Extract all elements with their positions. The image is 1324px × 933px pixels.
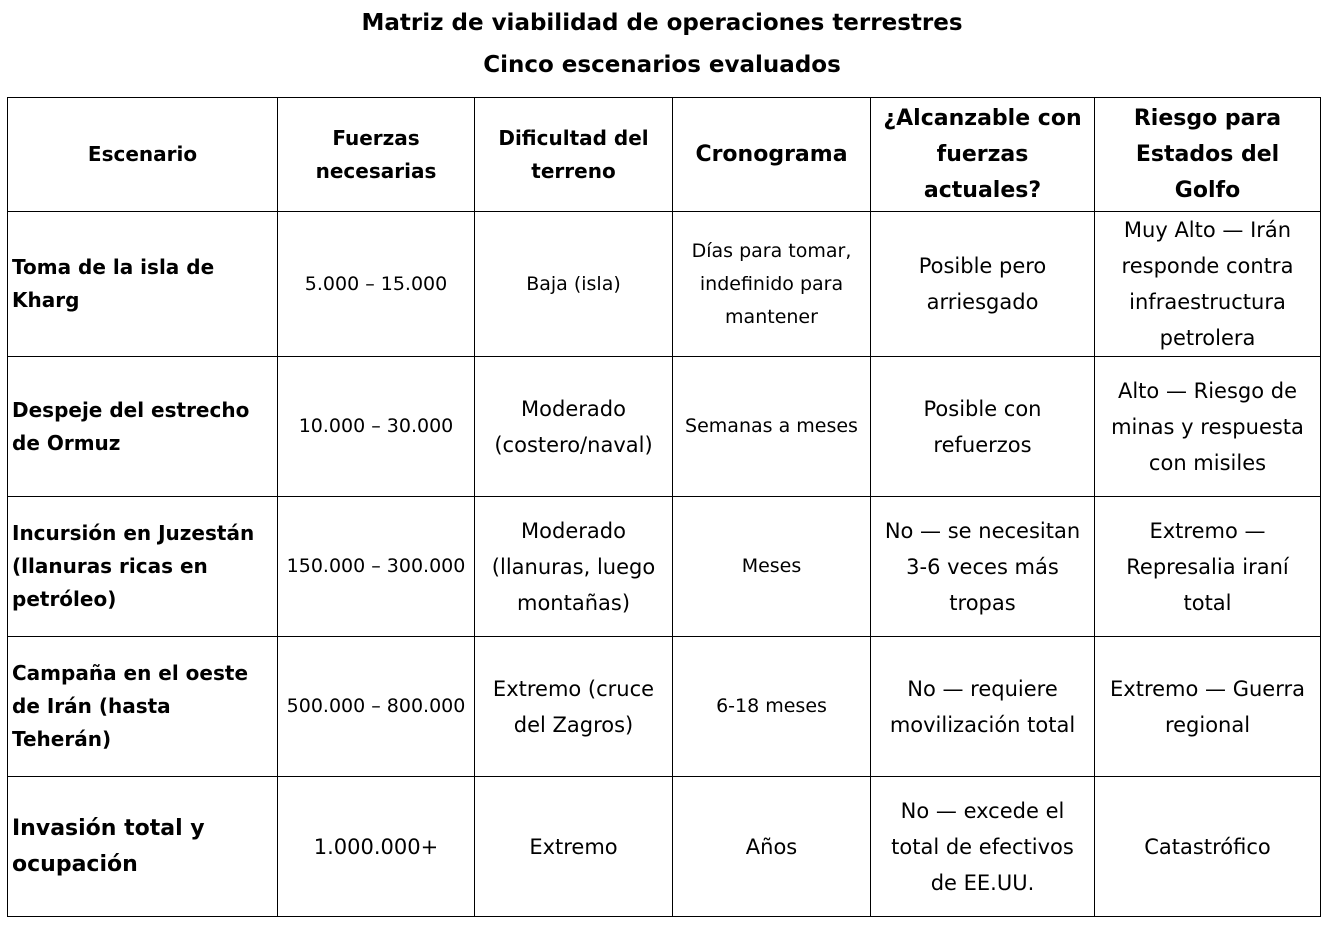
cell-terrain: Extremo (cruce del Zagros) — [475, 637, 673, 777]
cell-achievable: No — se necesitan 3-6 veces más tropas — [871, 497, 1095, 637]
cell-risk: Muy Alto — Irán responde contra infraestructura petrolera — [1095, 212, 1321, 357]
header-forces: Fuerzas necesarias — [278, 98, 475, 212]
cell-terrain: Baja (isla) — [475, 212, 673, 357]
cell-timeline: Días para tomar, indefinido para mantener — [673, 212, 871, 357]
cell-forces: 500.000 – 800.000 — [278, 637, 475, 777]
cell-timeline: 6-18 meses — [673, 637, 871, 777]
page-subtitle: Cinco escenarios evaluados — [483, 52, 841, 78]
header-timeline: Cronograma — [673, 98, 871, 212]
header-risk: Riesgo para Estados del Golfo — [1095, 98, 1321, 212]
cell-terrain: Moderado (llanuras, luego montañas) — [475, 497, 673, 637]
cell-terrain: Extremo — [475, 777, 673, 917]
cell-achievable: No — requiere movilización total — [871, 637, 1095, 777]
cell-forces: 1.000.000+ — [278, 777, 475, 917]
cell-timeline: Años — [673, 777, 871, 917]
cell-timeline: Meses — [673, 497, 871, 637]
cell-forces: 150.000 – 300.000 — [278, 497, 475, 637]
cell-terrain: Moderado (costero/naval) — [475, 357, 673, 497]
page-title: Matriz de viabilidad de operaciones terrestres — [361, 10, 963, 36]
viability-matrix-table — [7, 97, 1321, 917]
cell-forces: 10.000 – 30.000 — [278, 357, 475, 497]
table-row — [8, 777, 1321, 917]
header-achievable: ¿Alcanzable con fuerzas actuales? — [871, 98, 1095, 212]
cell-achievable: No — excede el total de efectivos de EE.UU. — [871, 777, 1095, 917]
cell-risk: Alto — Riesgo de minas y respuesta con misiles — [1095, 357, 1321, 497]
title-block — [0, 0, 1324, 86]
cell-scenario: Toma de la isla de Kharg — [8, 212, 278, 357]
table-row — [8, 357, 1321, 497]
header-terrain: Dificultad del terreno — [475, 98, 673, 212]
header-scenario: Escenario — [8, 98, 278, 212]
cell-achievable: Posible con refuerzos — [871, 357, 1095, 497]
table-row — [8, 212, 1321, 357]
cell-scenario: Incursión en Juzestán (llanuras ricas en petróleo) — [8, 497, 278, 637]
table-row — [8, 497, 1321, 637]
cell-scenario: Despeje del estrecho de Ormuz — [8, 357, 278, 497]
cell-risk: Extremo — Represalia iraní total — [1095, 497, 1321, 637]
cell-scenario: Invasión total y ocupación — [8, 777, 278, 917]
cell-achievable: Posible pero arriesgado — [871, 212, 1095, 357]
table-row — [8, 637, 1321, 777]
cell-forces: 5.000 – 15.000 — [278, 212, 475, 357]
cell-risk: Extremo — Guerra regional — [1095, 637, 1321, 777]
cell-scenario: Campaña en el oeste de Irán (hasta Teherán) — [8, 637, 278, 777]
cell-timeline: Semanas a meses — [673, 357, 871, 497]
table-header-row — [8, 98, 1321, 212]
cell-risk: Catastrófico — [1095, 777, 1321, 917]
